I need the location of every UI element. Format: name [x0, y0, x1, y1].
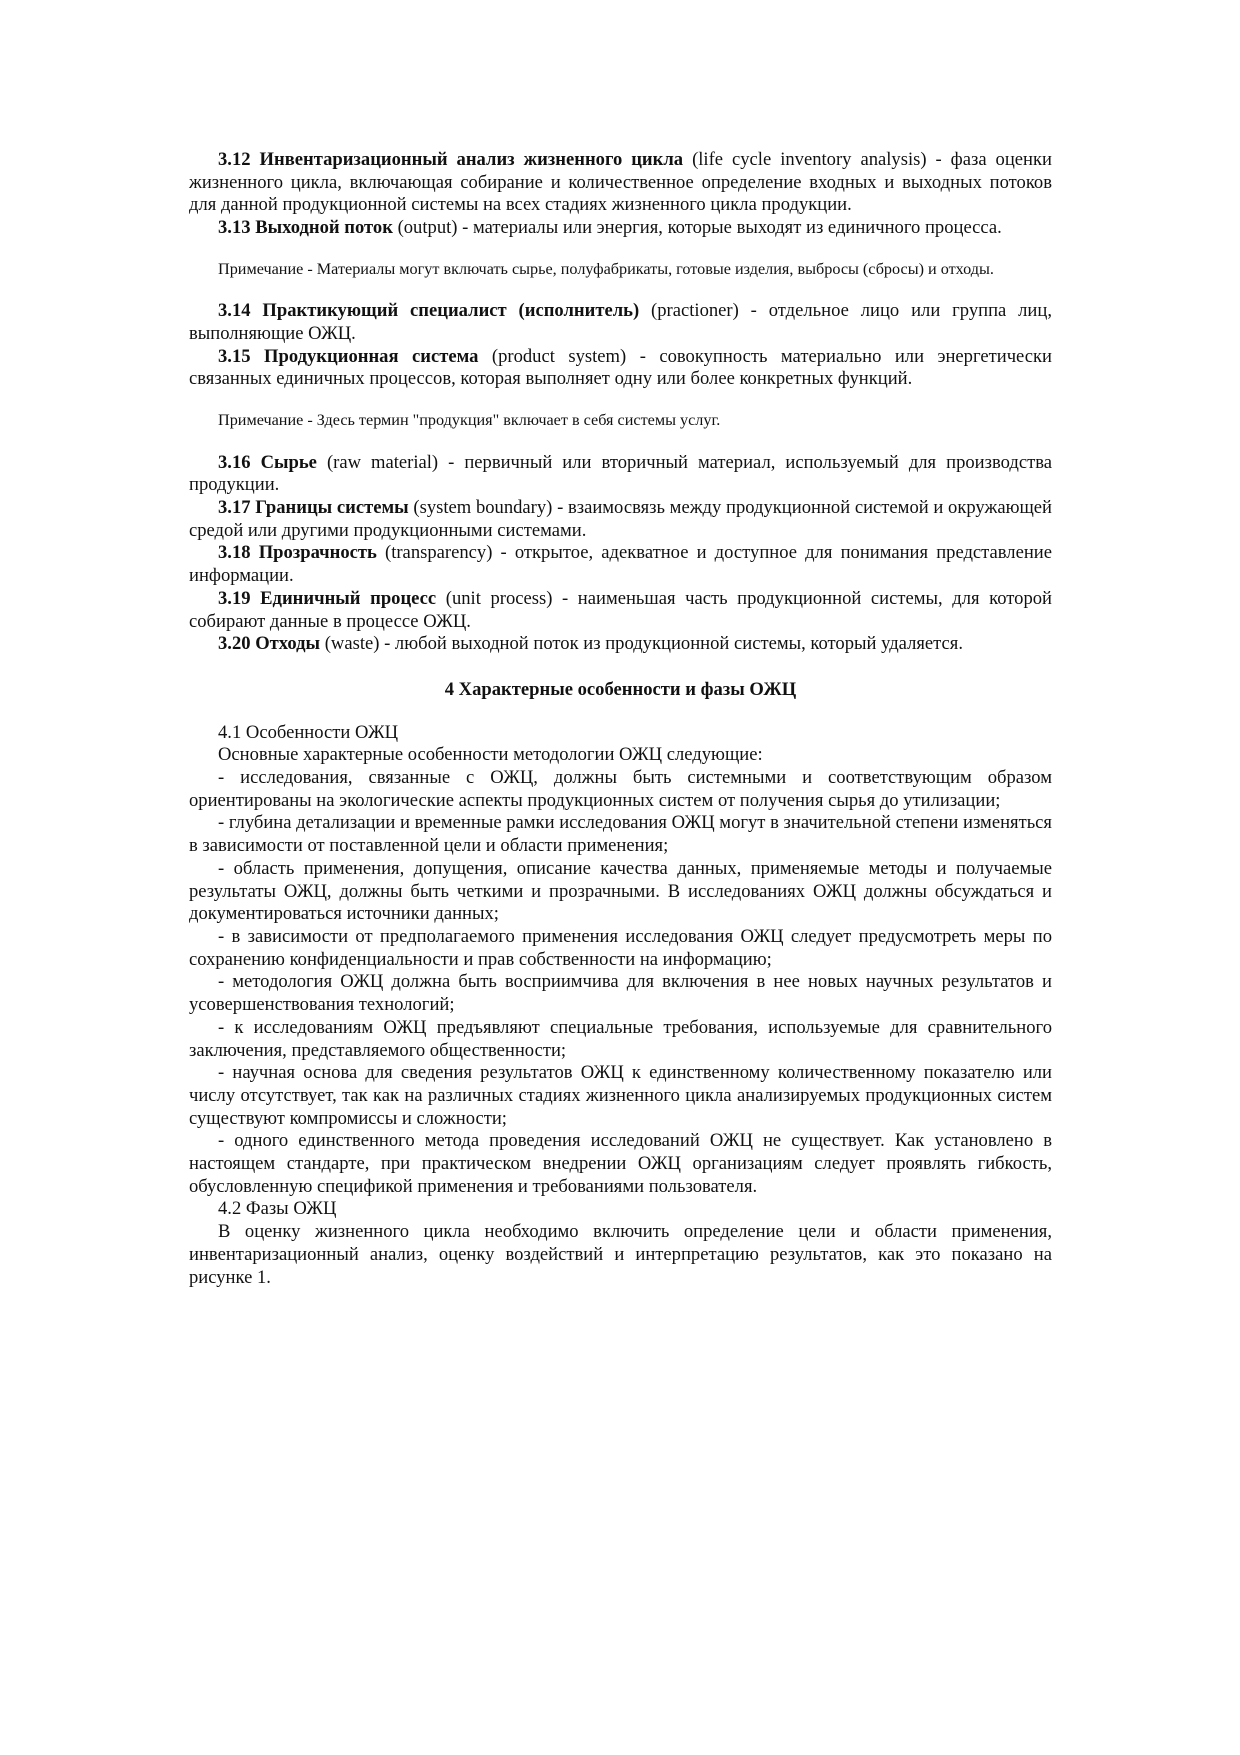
- term-3-12: [189, 149, 1052, 217]
- term-3-14-title: [218, 300, 639, 321]
- term-number: 3.13: [218, 217, 251, 239]
- term-name: Инвентаризационный анализ жизненного цикла: [259, 149, 684, 170]
- term-3-18: [189, 542, 1052, 587]
- term-definition: (waste) - любой выходной поток из продукционной системы, который удаляется.: [320, 633, 963, 655]
- term-3-16: [189, 452, 1052, 497]
- term-number: 3.18: [218, 542, 251, 564]
- term-name: Границы системы: [255, 497, 409, 519]
- term-definition: (product system) - совокупность материально или энергетически связанных единичных процессов, которая выполняет одну или более конкретных функций.: [189, 345, 1052, 390]
- term-3-14: [189, 300, 1052, 345]
- note-2: [189, 409, 1052, 432]
- term-definition: (raw material) - первичный или вторичный материал, используемый для производства продукции.: [189, 451, 1052, 496]
- term-number: 3.17: [218, 497, 251, 519]
- feature-item: - область применения, допущения, описание качества данных, применяемые методы и получаемые результаты ОЖЦ, должны быть четкими и прозрачными. В исследованиях ОЖЦ должны обсуждаться и документироваться источники данных;: [189, 857, 1052, 925]
- term-definition: (system boundary) - взаимосвязь между продукционной системой и окружающей средой или другими продукционными системами.: [189, 497, 1052, 541]
- term-number: 3.12: [218, 149, 251, 170]
- term-name: Практикующий специалист (исполнитель): [262, 300, 640, 322]
- term-name: Прозрачность: [258, 542, 377, 564]
- feature-item: - глубина детализации и временные рамки исследования ОЖЦ могут в значительной степени изменяться в зависимости от поставленной цели и области применения;: [189, 812, 1052, 857]
- term-name: Сырье: [260, 451, 317, 473]
- feature-item: - научная основа для сведения результатов ОЖЦ к единственному количественному показателю или числу отсутствует, так как на различных стадиях жизненного цикла анализируемых продукционных систем существуют компромиссы и сложности;: [189, 1062, 1052, 1129]
- feature-item: - одного единственного метода проведения исследований ОЖЦ не существует. Как установлено в настоящем стандарте, при практическом внедрении ОЖЦ организациям следует проявлять гибкость, обусловленную спецификой применения и требованиями пользователя.: [189, 1130, 1052, 1197]
- subsection-heading-4-1: 4.1 Особенности ОЖЦ: [218, 721, 399, 743]
- term-number: 3.19: [218, 587, 251, 609]
- term-number: 3.15: [218, 345, 251, 367]
- term-definition: (output) - материалы или энергия, которые выходят из единичного процесса.: [392, 217, 1002, 239]
- term-3-15-title: [218, 346, 478, 367]
- term-3-12-title: [218, 149, 683, 170]
- feature-item: - методология ОЖЦ должна быть восприимчива для включения в нее новых научных результатов и усовершенствования технологий;: [189, 971, 1052, 1016]
- note-1: [189, 258, 1052, 281]
- term-name: Продукционная система: [264, 345, 479, 367]
- feature-item: - в зависимости от предполагаемого применения исследования ОЖЦ следует предусмотреть меры по сохранению конфиденциальности и прав собственности на информацию;: [189, 925, 1052, 970]
- term-3-13: [189, 217, 1052, 240]
- term-number: 3.16: [218, 451, 251, 473]
- term-definition: (unit process) - наименьшая часть продукционной системы, для которой собирают данные в процессе ОЖЦ.: [189, 587, 1052, 632]
- term-3-17-title: [218, 497, 409, 518]
- term-3-13-title: [218, 217, 393, 238]
- section-heading: 4 Характерные особенности и фазы ОЖЦ: [444, 678, 797, 700]
- page-content: [189, 149, 1052, 1289]
- term-3-16-title: [218, 452, 317, 473]
- term-definition: (life cycle inventory analysis) - фаза оценки жизненного цикла, включающая собирание и количественное определение входных и выходных потоков для данной продукционной системы на всех стадиях жизненного цикла продукции.: [189, 149, 1052, 216]
- note-text: Примечание - Материалы могут включать сырье, полуфабрикаты, готовые изделия, выбросы (сбросы) и отходы.: [218, 259, 994, 278]
- term-number: 3.20: [218, 633, 251, 655]
- subsection-heading-4-2: 4.2 Фазы ОЖЦ: [218, 1198, 337, 1220]
- closing-paragraph: В оценку жизненного цикла необходимо включить определение цели и области применения, инвентаризационный анализ, оценку воздействий и интерпретацию результатов, как это показано на рисунке 1.: [189, 1221, 1052, 1288]
- term-3-15: [189, 346, 1052, 391]
- term-3-17: [189, 497, 1052, 542]
- term-3-18-title: [218, 542, 377, 563]
- feature-item: - к исследованиям ОЖЦ предъявляют специальные требования, используемые для сравнительного заключения, представляемого общественности;: [189, 1016, 1052, 1061]
- term-definition: (transparency) - открытое, адекватное и доступное для понимания представление информации.: [189, 542, 1052, 587]
- term-3-20: [189, 633, 1052, 656]
- term-name: Отходы: [255, 633, 321, 655]
- term-3-20-title: [218, 633, 320, 654]
- feature-item: - исследования, связанные с ОЖЦ, должны быть системными и соответствующим образом ориентированы на экологические аспекты продукционных систем от получения сырья до утилизации;: [189, 767, 1052, 811]
- term-number: 3.14: [218, 300, 251, 322]
- features-intro: Основные характерные особенности методологии ОЖЦ следующие:: [218, 744, 763, 766]
- term-name: Единичный процесс: [260, 587, 437, 609]
- term-name: Выходной поток: [255, 217, 393, 239]
- term-definition: (practioner) - отдельное лицо или группа лиц, выполняющие ОЖЦ.: [189, 300, 1052, 345]
- note-text: Примечание - Здесь термин "продукция" включает в себя системы услуг.: [218, 411, 721, 430]
- term-3-19-title: [218, 588, 436, 609]
- term-3-19: [189, 588, 1052, 633]
